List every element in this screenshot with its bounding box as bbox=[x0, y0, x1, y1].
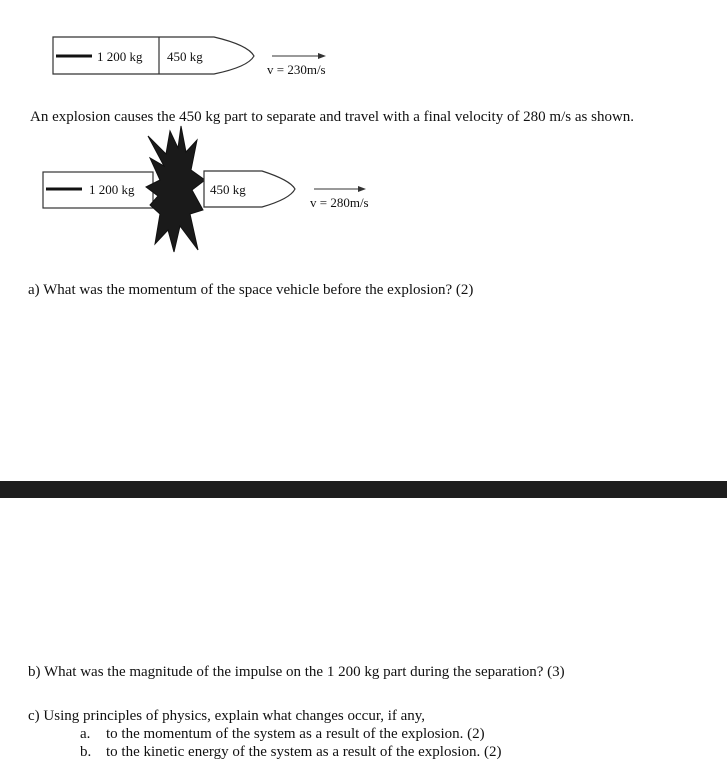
before-left-mass: 1 200 kg bbox=[97, 49, 143, 64]
before-velocity-label: v = 230m/s bbox=[267, 62, 326, 77]
velocity-arrow-after bbox=[314, 186, 366, 192]
after-velocity-label: v = 280m/s bbox=[310, 195, 369, 210]
part-c-item-a: to the momentum of the system as a result of the explosion. (2) bbox=[106, 726, 485, 742]
question-part-b: b) What was the magnitude of the impulse on the 1 200 kg part during the separation? (3) bbox=[28, 664, 565, 680]
after-left-mass: 1 200 kg bbox=[89, 182, 135, 197]
page-divider-bar bbox=[0, 481, 727, 498]
question-part-c-stem: c) Using principles of physics, explain what changes occur, if any, bbox=[28, 708, 426, 724]
before-right-mass: 450 kg bbox=[167, 49, 203, 64]
after-right-mass: 450 kg bbox=[210, 182, 246, 197]
question-part-a: a) What was the momentum of the space vehicle before the explosion? (2) bbox=[28, 282, 474, 298]
part-c-item-a-marker: a. bbox=[80, 726, 91, 742]
explosion-burst bbox=[146, 126, 205, 252]
explosion-description: An explosion causes the 450 kg part to separate and travel with a final velocity of 280 m/s as shown. bbox=[30, 109, 635, 125]
part-c-item-b-marker: b. bbox=[80, 744, 92, 760]
part-c-item-b: to the kinetic energy of the system as a result of the explosion. (2) bbox=[106, 744, 502, 760]
